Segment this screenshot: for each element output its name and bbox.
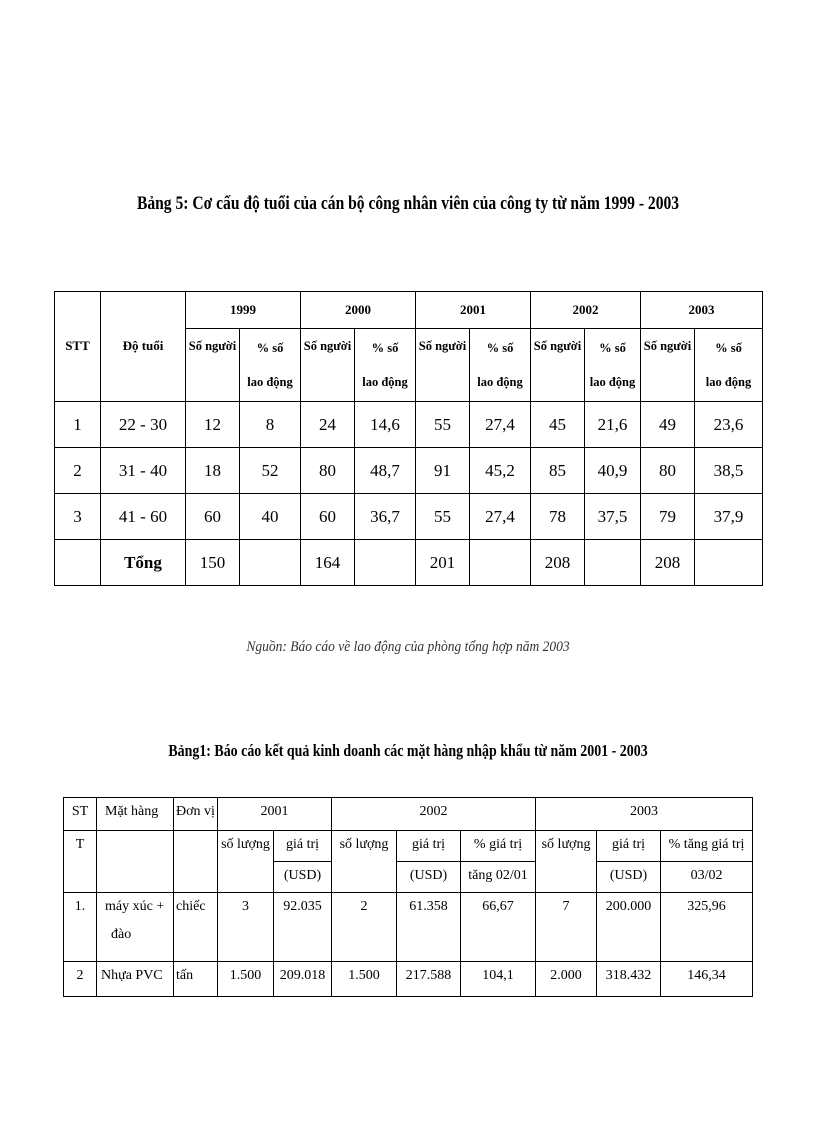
header-usd: (USD) [597,862,661,893]
cell: 164 [301,540,355,586]
cell [355,540,416,586]
header-pct-2002: % giá trị [461,831,536,862]
header-pct: % số lao động [470,329,531,402]
cell: 79 [641,494,695,540]
cell: 60 [186,494,240,540]
header-pct-2003: % tăng giá trị [661,831,753,862]
cell: 208 [531,540,585,586]
cell: 18 [186,448,240,494]
header-usd: (USD) [274,862,332,893]
cell [585,540,641,586]
header-year: 1999 [186,292,301,329]
cell: 217.588 [397,962,461,997]
header-usd: (USD) [397,862,461,893]
row-stt: 1. [64,893,97,962]
cell: 2.000 [536,962,597,997]
header-year: 2002 [332,798,536,831]
cell: 80 [301,448,355,494]
table-row [55,448,763,494]
table-row [64,962,753,997]
cell [470,540,531,586]
cell: 85 [531,448,585,494]
cell: 7 [536,893,597,962]
cell: 37,5 [585,494,641,540]
header-pct-2002-sub: tăng 02/01 [461,862,536,893]
row-stt: 1 [55,402,101,448]
source-note: Nguồn: Báo cáo về lao động của phòng tổng hợp năm 2003 [246,639,570,655]
cell: 104,1 [461,962,536,997]
table-row [55,494,763,540]
cell: 201 [416,540,470,586]
header-do-tuoi: Độ tuổi [101,292,186,402]
cell: 66,67 [461,893,536,962]
cell: 23,6 [695,402,763,448]
cell: 24 [301,402,355,448]
row-stt: 3 [55,494,101,540]
cell: 45,2 [470,448,531,494]
cell: 1.500 [332,962,397,997]
cell: 38,5 [695,448,763,494]
cell: 49 [641,402,695,448]
cell: 40 [240,494,301,540]
table2-title: Bảng1: Báo cáo kết quả kinh doanh các mặt hàng nhập khẩu từ năm 2001 - 2003 [168,741,648,760]
cell: 55 [416,494,470,540]
cell: 146,34 [661,962,753,997]
header-stt: ST [64,798,97,831]
total-row [55,540,763,586]
header-stt: STT [55,292,101,402]
total-stt-empty [55,540,101,586]
header-year: 2003 [641,292,763,329]
cell: 92.035 [274,893,332,962]
row-unit: chiếc [174,893,218,962]
header-pct: % số lao động [240,329,301,402]
header-don-vi: Đơn vị [174,798,218,831]
cell: 27,4 [470,494,531,540]
header-pct-2003-sub: 03/02 [661,862,753,893]
cell: 3 [218,893,274,962]
cell [695,540,763,586]
header-empty [97,831,174,893]
cell: 8 [240,402,301,448]
row-stt: 2 [64,962,97,997]
header-so-nguoi: Số người [641,329,695,402]
cell: 21,6 [585,402,641,448]
row-item: máy xúc + đào [97,893,174,962]
cell: 78 [531,494,585,540]
cell: 12 [186,402,240,448]
cell: 37,9 [695,494,763,540]
header-so-luong: số lượng [332,831,397,893]
cell: 48,7 [355,448,416,494]
header-year: 2001 [218,798,332,831]
header-so-luong: số lượng [218,831,274,893]
cell: 200.000 [597,893,661,962]
import-results-table [63,797,753,997]
cell: 150 [186,540,240,586]
cell: 40,9 [585,448,641,494]
header-so-luong: số lượng [536,831,597,893]
header-stt-t: T [64,831,97,893]
header-gia-tri: giá trị [274,831,332,862]
cell: 325,96 [661,893,753,962]
header-mat-hang: Mặt hàng [97,798,174,831]
cell: 80 [641,448,695,494]
cell: 52 [240,448,301,494]
header-gia-tri: giá trị [597,831,661,862]
cell: 45 [531,402,585,448]
header-year: 2001 [416,292,531,329]
row-unit: tấn [174,962,218,997]
table-row [64,893,753,962]
cell: 60 [301,494,355,540]
header-so-nguoi: Số người [301,329,355,402]
row-range: 41 - 60 [101,494,186,540]
header-empty [174,831,218,893]
header-so-nguoi: Số người [416,329,470,402]
cell: 1.500 [218,962,274,997]
header-gia-tri: giá trị [397,831,461,862]
header-pct: % số lao động [585,329,641,402]
table1-title: Bảng 5: Cơ cấu độ tuổi của cán bộ công nhân viên của công ty từ năm 1999 - 2003 [136,193,680,214]
cell: 318.432 [597,962,661,997]
row-stt: 2 [55,448,101,494]
cell: 208 [641,540,695,586]
cell: 14,6 [355,402,416,448]
header-so-nguoi: Số người [531,329,585,402]
cell [240,540,301,586]
header-pct: % số lao động [355,329,416,402]
cell: 2 [332,893,397,962]
header-year: 2000 [301,292,416,329]
cell: 55 [416,402,470,448]
cell: 91 [416,448,470,494]
header-pct: % số lao động [695,329,763,402]
table-row [55,402,763,448]
cell: 61.358 [397,893,461,962]
row-range: 31 - 40 [101,448,186,494]
total-label: Tổng [101,540,186,586]
cell: 27,4 [470,402,531,448]
header-year: 2003 [536,798,753,831]
age-structure-table [54,291,763,586]
cell: 36,7 [355,494,416,540]
row-range: 22 - 30 [101,402,186,448]
cell: 209.018 [274,962,332,997]
header-year: 2002 [531,292,641,329]
header-so-nguoi: Số người [186,329,240,402]
row-item: Nhựa PVC [97,962,174,997]
